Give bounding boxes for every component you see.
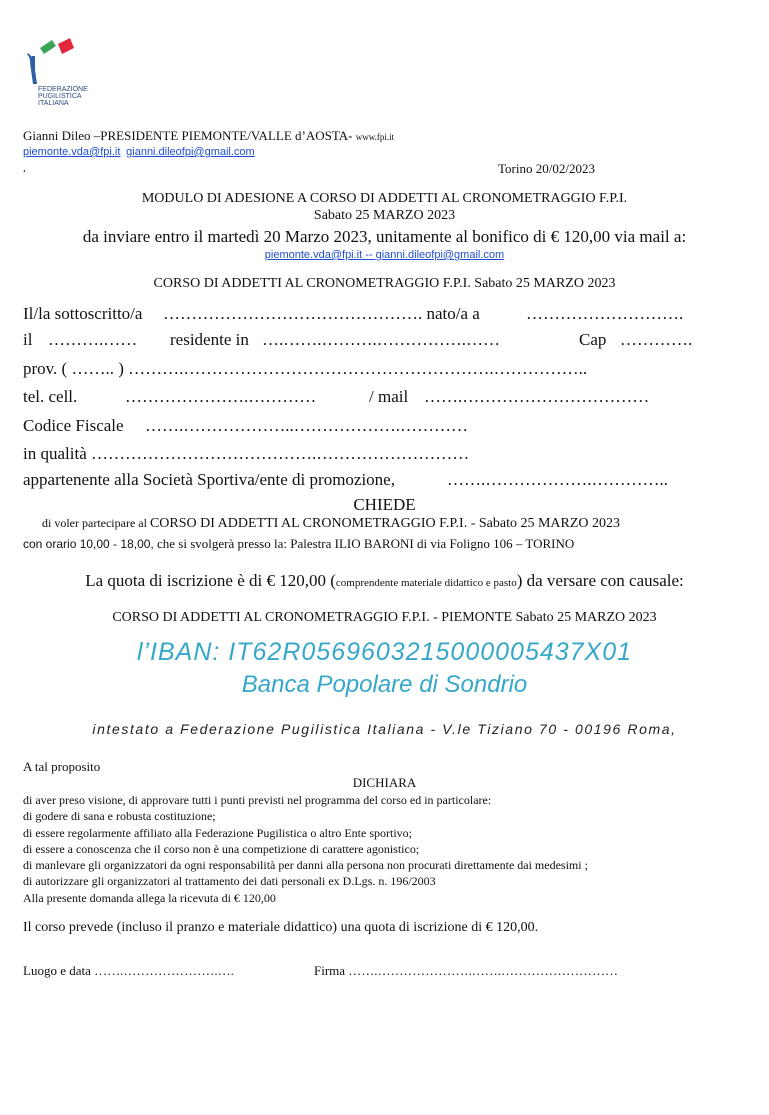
field-mail-dots[interactable]: …….…………………………… bbox=[424, 387, 650, 406]
logo-line-3: ITALIANA bbox=[38, 100, 69, 107]
form-date: Sabato 25 MARZO 2023 bbox=[313, 208, 456, 223]
field-birthdate-label: il bbox=[23, 330, 33, 349]
dichiara-list bbox=[23, 792, 588, 906]
field-subscriber-dots[interactable]: ………………………………………. nato/a a bbox=[163, 304, 480, 323]
dichiara-intro: A tal proposito bbox=[23, 759, 101, 774]
dichiara-item: Alla presente domanda allega la ricevuta di € 120,00 bbox=[23, 890, 276, 905]
field-phone-dots[interactable]: ………………….………… bbox=[125, 387, 317, 406]
logo-line-2: PUGILISTICA bbox=[38, 93, 82, 100]
place-date-field[interactable]: Luogo e data …….………………….…. bbox=[23, 963, 234, 978]
quota-a: La quota di iscrizione è di € 120,00 ( bbox=[85, 571, 336, 590]
field-birthdate-dots[interactable]: ……….…… bbox=[48, 330, 138, 349]
signature-field[interactable]: Firma …….………………….…….……………………… bbox=[314, 963, 619, 978]
quota-line bbox=[0, 571, 769, 591]
field-fiscal-code-label: Codice Fiscale bbox=[23, 416, 124, 435]
chiede-line-1-b: CORSO DI ADDETTI AL CRONOMETRAGGIO F.P.I. - Sabato 25 MARZO 2023 bbox=[149, 516, 621, 531]
field-cap-dots[interactable]: …………. bbox=[620, 330, 693, 349]
website-link[interactable]: www.fpi.it bbox=[355, 132, 395, 142]
field-society-label: appartenente alla Società Sportiva/ente di promozione, bbox=[23, 470, 395, 489]
email-link-1[interactable]: piemonte.vda@fpi.it bbox=[23, 146, 121, 158]
dichiara-item: di autorizzare gli organizzatori al trattamento dei dati personali ex D.Lgs. n. 196/2003 bbox=[23, 874, 436, 889]
dichiara-item: di godere di sana e robusta costituzione; bbox=[23, 809, 216, 824]
dichiara-item: di essere a conoscenza che il corso non è una competizione di carattere agonistico; bbox=[23, 841, 420, 856]
field-society-dots[interactable]: …….……………….………….. bbox=[447, 470, 668, 489]
chiede-heading: CHIEDE bbox=[353, 495, 416, 514]
chiede-line-1-a: di voler partecipare al bbox=[42, 516, 150, 530]
place-date: Torino 20/02/2023 bbox=[498, 161, 595, 176]
deadline-email-link[interactable]: piemonte.vda@fpi.it -- gianni.dileofpi@gmail.com bbox=[264, 249, 505, 261]
quota-causale: CORSO DI ADDETTI AL CRONOMETRAGGIO F.P.I. - PIEMONTE Sabato 25 MARZO 2023 bbox=[112, 610, 657, 625]
fpi-logo bbox=[22, 36, 102, 112]
field-subscriber-label: Il/la sottoscritto/a bbox=[23, 304, 143, 323]
dichiara-item: di essere regolarmente affiliato alla Federazione Pugilistica o altro Ente sportivo; bbox=[23, 825, 412, 840]
president-line bbox=[23, 128, 394, 144]
comma-mark: , bbox=[23, 162, 26, 174]
iban-line: l’IBAN: IT62R0569603215000005437X01 bbox=[136, 638, 633, 666]
field-residence-label: residente in bbox=[170, 330, 249, 349]
quota-c: ) da versare con causale: bbox=[516, 571, 684, 590]
deadline-line: da inviare entro il martedì 20 Marzo 2023, unitamente al bonifico di € 120,00 via mail a: bbox=[82, 227, 687, 246]
course-line: CORSO DI ADDETTI AL CRONOMETRAGGIO F.P.I. Sabato 25 MARZO 2023 bbox=[153, 276, 616, 291]
field-birthplace-dots[interactable]: ………………………. bbox=[526, 304, 684, 323]
field-phone-label: tel. cell. bbox=[23, 387, 78, 406]
field-fiscal-code-dots[interactable]: …….………………..……………….………… bbox=[145, 416, 468, 435]
email-link-2[interactable]: gianni.dileofpi@gmail.com bbox=[126, 146, 255, 158]
boxer-flag-icon bbox=[22, 36, 84, 86]
field-province[interactable]: prov. ( …….. ) ……….……………………………………………….…………….. bbox=[23, 359, 588, 378]
chiede-time: con orario 10,00 - 18,00, bbox=[23, 537, 154, 551]
logo-line-1: FEDERAZIONE bbox=[38, 86, 88, 93]
chiede-line-2 bbox=[23, 536, 574, 552]
deadline-emails bbox=[0, 249, 769, 261]
field-role[interactable]: in qualità ………………………………….……………………… bbox=[23, 444, 470, 463]
field-mail-label: / mail bbox=[369, 387, 409, 406]
field-cap-label: Cap bbox=[579, 330, 607, 349]
dichiara-item: di aver preso visione, di approvare tutti i punti previsti nel programma del corso ed in particolare: bbox=[23, 793, 492, 807]
form-title: MODULO DI ADESIONE A CORSO DI ADDETTI AL CRONOMETRAGGIO F.P.I. bbox=[141, 191, 628, 206]
chiede-line-1 bbox=[42, 516, 620, 532]
bank-name: Banca Popolare di Sondrio bbox=[241, 671, 528, 698]
dichiara-heading: DICHIARA bbox=[352, 775, 417, 790]
quota-b: comprendente materiale didattico e pasto bbox=[335, 577, 517, 589]
chiede-venue: che si svolgerà presso la: Palestra ILIO BARONI di via Foligno 106 – TORINO bbox=[157, 536, 575, 551]
header-emails bbox=[23, 146, 255, 158]
field-residence-dots[interactable]: ….…….……….…………….…… bbox=[262, 330, 500, 349]
president-name: Gianni Dileo –PRESIDENTE PIEMONTE/VALLE d’AOSTA- bbox=[23, 128, 353, 143]
course-fee-note: Il corso prevede (incluso il pranzo e materiale didattico) una quota di iscrizione di € 120,00. bbox=[23, 920, 539, 935]
bank-holder: intestato a Federazione Pugilistica Italiana - V.le Tiziano 70 - 00196 Roma, bbox=[92, 721, 677, 737]
dichiara-item: di manlevare gli organizzatori da ogni responsabilità per danni alla persona non procurati direttamente dai medesimi ; bbox=[23, 858, 588, 873]
